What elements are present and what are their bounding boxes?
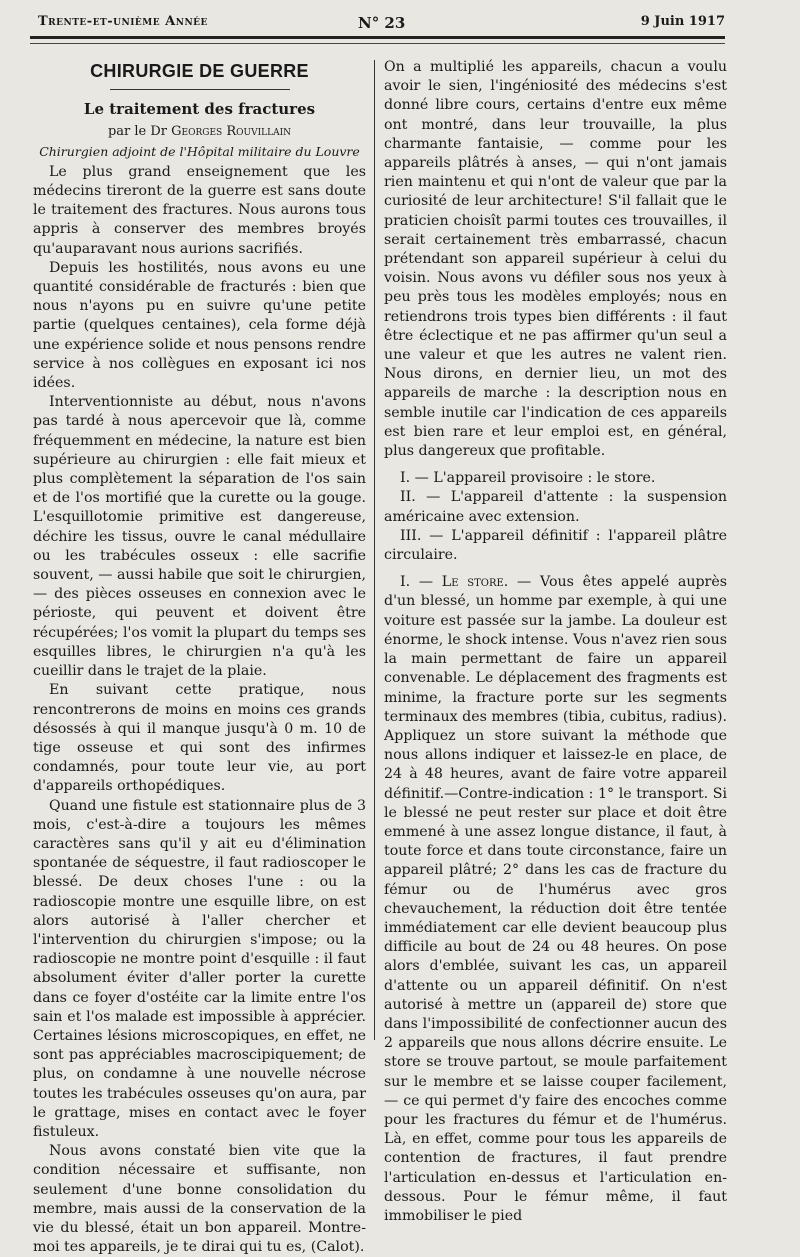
right-column (384, 58, 727, 1226)
author-line (33, 122, 366, 141)
header-issue-number: N° 23 (358, 14, 406, 32)
author-name: Georges Rouvillain (171, 124, 292, 140)
author-affiliation: Chirurgien adjoint de l'Hôpital militaire du Louvre (39, 143, 360, 159)
paragraph: Quand une fistule est stationnaire plus de 3 mois, c'est-à-dire a toujours les mêmes caractères sans qu'il y ait eu d'élimination spontanée de séquestre, il faut radioscoper le blessé. De deux choses l'une : ou la radioscopie montre une esquille libre, on est alors autorisé à l'aller chercher et l'intervention du chirurgien s'impose; ou la radioscopie ne montre point d'esquille : il faut absolument éviter d'aller porter la curette dans ce foyer d'ostéite car la limite entre l'os sain et l'os malade est impossible à apprécier. Certaines lésions microscopiques, en effet, ne sont pas appréciables macroscipiquement; de plus, on condamne à une nouvelle nécrose toutes les trabécules osseuses qu'on aura, par le grattage, mises en contact avec le foyer fistuleux. (33, 797, 366, 1140)
section-body: Vous êtes appelé auprès d'un blessé, un homme par exemple, à qui une voiture est passée sur la jambe. La douleur est énorme, le shock intense. Vous n'avez rien sous la main permettant de faire un appareil convenable. Le déplacement des fragments est minime, la fracture porte sur les segments terminaux des membres (tibia, cubitus, radius). Appliquez un store suivant la méthode que nous allons indiquer et laissez-le en place, de 24 à 48 heures, avant de faire votre appareil définitif.—Contre-indication : 1° le transport. Si le blessé ne peut rester sur place et doit être emmené à une assez longue distance, il faut, à toute force et dans toute circonstance, faire un appareil plâtré; 2° dans les cas de fracture du fémur ou de l'humérus avec gros chevauchement, la réduction doit être tentée immédiatement car elle devient beaucoup plus difficile au bout de 24 ou 48 heures. On pose alors d'emblée, suivant les cas, un appareil d'attente ou un appareil définitif. On n'est autorisé à mettre un (appareil de) store que dans l'impossibilité de confectionner aucun des 2 appareils que nous allons décrire ensuite. Le store se trouve partout, se moule parfaitement sur le membre et se laisse couper facilement, — ce qui permet d'y faire des encoches comme pour les fractures du fémur et de l'humérus. Là, en effet, comme pour tous les appareils de contention de fractures, il faut prendre l'articulation en-dessus et l'articulation en-dessous. Pour le fémur même, il faut immobiliser le pied (384, 574, 727, 1224)
header-volume: Trente-et-unième Année (38, 14, 208, 29)
list-item: III. — L'appareil définitif : l'appareil plâtre circulaire. (384, 527, 727, 564)
paragraph: Nous avons constaté bien vite que la condition nécessaire et suffisante, non seulement d'une bonne consolidation du membre, mais aussi de la conservation de la vie du blessé, était un bon appareil. Montre-moi tes appareils, je te dirai qui tu es, (Calot). (33, 1143, 366, 1256)
list-item: I. — L'appareil provisoire : le store. (400, 470, 656, 487)
column-divider (374, 60, 375, 1040)
article-title: CHIRURGIE DE GUERRE (90, 61, 309, 81)
header-date: 9 Juin 1917 (640, 14, 725, 29)
paragraph: En suivant cette pratique, nous rencontrerons de moins en moins ces grands désossés à qui il manque jusqu'à 0 m. 10 de tige osseuse et qui sont des infirmes condamnés, pour toute leur vie, au port d'appareils orthopédiques. (33, 682, 366, 795)
paragraph: On a multiplié les appareils, chacun a voulu avoir le sien, l'ingéniosité des médecins s'est donné libre cours, certains d'entre eux même ont montré, dans leur trouvaille, la plus charmante fantaisie, — comme pour les appareils plâtrés à anses, — qui n'ont jamais rien maintenu et qui n'ont de valeur que par la curiosité de leur architecture! S'il fallait que le praticien choisît parmi toutes ces trouvailles, il serait certainement très embarrassé, chacun prétendant son appareil supérieur à celui du voisin. Nous avons vu défiler sous nos yeux à peu près tous les modèles employés; nous en retiendrons trois types bien différents : il faut être éclectique et ne pas affirmer qu'un seul a une valeur et que les autres ne valent rien. Nous dirons, en dernier lieu, un mot des appareils de marche : la description nous en semble inutile car l'indication de ces appareils est bien rare et leur emploi est, en général, plus dangereux que profitable. (384, 59, 727, 460)
section-label: I. — Le store. — (400, 574, 532, 591)
header-rule (30, 36, 725, 44)
paragraph: Interventionniste au début, nous n'avons pas tardé à nous apercevoir que là, comme fréquemment en médecine, la nature est bien supérieure au chirurgien : elle fait mieux et plus complètement la séparation de l'os sain et de l'os mortifié que la curette ou la gouge. L'esquillotomie primitive est dangereuse, déchire les tissus, ouvre le canal médullaire ou les trabécules osseux : elle sacrifie souvent, — aussi habile que soit le chirurgien, — des pièces osseuses en connexion avec le périoste, qui peuvent et doivent être récupérées; l'os vomit la plupart du temps ses esquilles libres, le chirurgien n'a qu'à les cueillir dans le trajet de la plaie. (33, 394, 366, 680)
paragraph: Le plus grand enseignement que les médecins tireront de la guerre est sans doute le traitement des fractures. Nous aurons tous appris à conserver des membres broyés qu'auparavant nous aurions sacrifiés. (33, 163, 366, 257)
article-subtitle: Le traitement des fractures (83, 100, 316, 119)
section-paragraph (384, 573, 727, 1226)
left-column (33, 58, 366, 1257)
title-rule (110, 89, 290, 90)
list-item: II. — L'appareil d'attente : la suspension américaine avec extension. (384, 489, 727, 525)
paragraph: Depuis les hostilités, nous avons eu une quantité considérable de fracturés : bien que nous n'ayons pu en suivre qu'une petite partie (quelques centaines), cela forme déjà une expérience solide et nous pensons rendre service à nos collègues en exposant ici nos idées. (33, 259, 366, 392)
author-prefix: par le Dr (107, 124, 168, 140)
running-header (30, 8, 725, 36)
